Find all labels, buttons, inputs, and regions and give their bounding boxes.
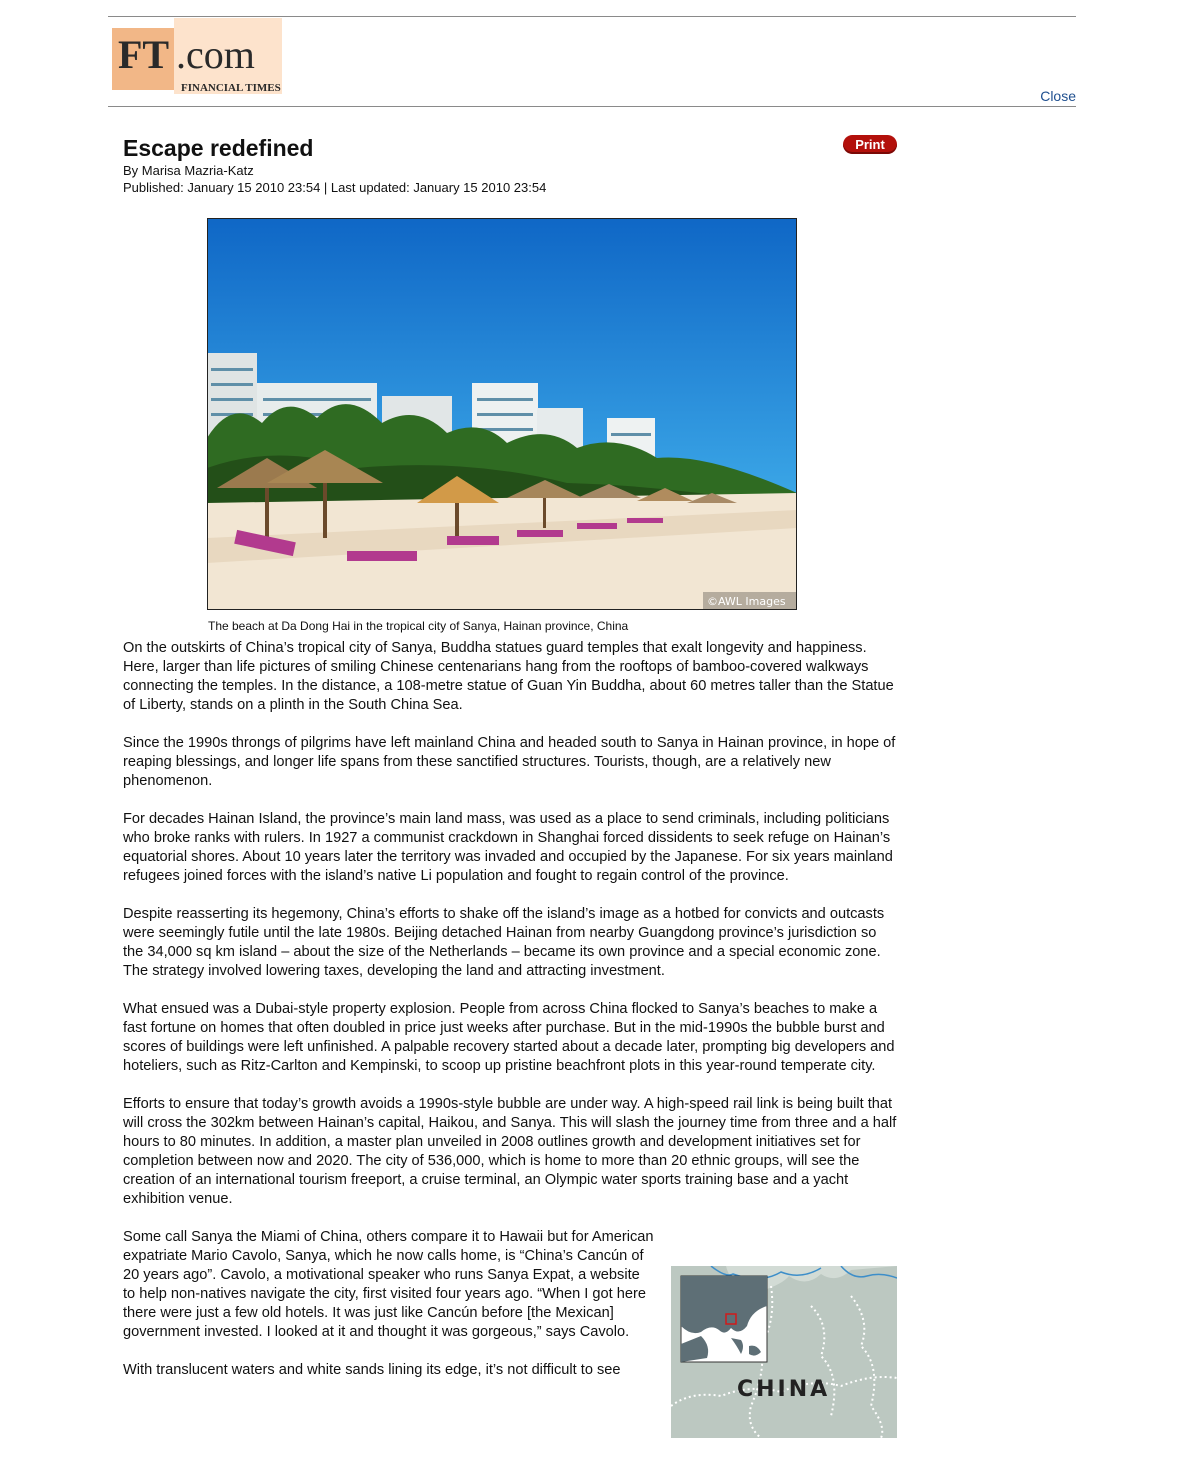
article-dates: Published: January 15 2010 23:54 | Last updated: January 15 2010 23:54 — [123, 180, 547, 195]
article-paragraph: Efforts to ensure that today’s growth avoids a 1990s-style bubble are under way. A high-speed rail link is being built that will cross the 302km between Hainan’s capital, Haikou, and Sanya. This will slash the journey time from three and a half hours to 80 minutes. In addition, a master plan unveiled in 2008 outlines growth and development initiatives set for completion between now and 2020. The city of 536,000, which is home to more than 20 ethnic groups, will see the creation of an international tourism freeport, a cruise terminal, an Olympic water sports training base and a yacht exhibition venue. — [123, 1096, 897, 1207]
ft-logo[interactable] — [112, 18, 282, 94]
article-paragraph: Since the 1990s throngs of pilgrims have left mainland China and headed south to Sanya in Hainan province, in hope of reaping blessings, and longer life spans from these sanctified structures. Tourists, though, are a relatively new phenomenon. — [123, 735, 896, 789]
article-paragraph: For decades Hainan Island, the province’s main land mass, was used as a place to send criminals, including politicians who broke ranks with rulers. In 1927 a communist crackdown in Shanghai forced dissidents to seek refuge on Hainan’s equatorial shores. About 10 years later the territory was invaded and occupied by the Japanese. For six years mainland refugees joined forces with the island’s native Li population and fought to regain control of the province. — [123, 811, 893, 884]
beach-photo — [207, 218, 797, 610]
photo-caption: The beach at Da Dong Hai in the tropical city of Sanya, Hainan province, China — [208, 619, 629, 633]
header-rule-top — [108, 16, 1076, 17]
map-label-china: CHINA — [737, 1377, 831, 1402]
ft-logo-subtitle: FINANCIAL TIMES — [181, 82, 281, 94]
photo-credit: ©AWL Images — [707, 595, 786, 608]
article-paragraph: Despite reasserting its hegemony, China’s efforts to shake off the island’s image as a hotbed for convicts and outcasts were seemingly futile until the late 1980s. Beijing detached Hainan from nearby Guangdong province’s jurisdiction so the 34,000 sq km island – about the size of the Netherlands – became its own province and a special economic zone. The strategy involved lowering taxes, developing the land and attracting investment. — [123, 906, 885, 979]
article-title: Escape redefined — [123, 135, 314, 161]
ft-logo-letters: FT — [118, 32, 170, 77]
article-paragraph: What ensued was a Dubai-style property explosion. People from across China flocked to Sanya’s beaches to make a fast fortune on homes that often doubled in price just weeks after purchase. But in the mid-1990s the bubble burst and scores of buildings were left unfinished. A palpable recovery started about a decade later, prompting big developers and hoteliers, such as Ritz-Carlton and Kempinski, to scoop up pristine beachfront plots in this year-round temperate city. — [123, 1001, 895, 1074]
article-byline: By Marisa Mazria-Katz — [123, 163, 254, 178]
ft-logo-com: .com — [176, 32, 255, 77]
article-paragraph: With translucent waters and white sands lining its edge, it’s not difficult to see — [123, 1362, 621, 1378]
print-button[interactable]: Print — [843, 135, 897, 154]
article-paragraph: On the outskirts of China’s tropical city of Sanya, Buddha statues guard temples that exalt longevity and happiness. Here, larger than life pictures of smiling Chinese centenarians hang from the rooftops of bamboo-covered walkways connecting the temples. In the distance, a 108-metre statue of Guan Yin Buddha, about 60 metres taller than the Statue of Liberty, stands on a plinth in the South China Sea. — [123, 640, 894, 713]
china-locator-map — [671, 1266, 897, 1438]
close-link[interactable]: Close — [1040, 88, 1076, 104]
header-rule-bottom — [108, 106, 1076, 107]
article-paragraph: Some call Sanya the Miami of China, others compare it to Hawaii but for American expatriate Mario Cavolo, Sanya, which he now calls home, is “China’s Cancún of 20 years ago”. Cavolo, a motivational speaker who runs Sanya Expat, a website to help non-natives navigate the city, first visited four years ago. “When I got here there were just a few old hotels. It was just like Cancún before [the Mexican] government invested. I looked at it and thought it was gorgeous,” says Cavolo. — [123, 1229, 654, 1340]
